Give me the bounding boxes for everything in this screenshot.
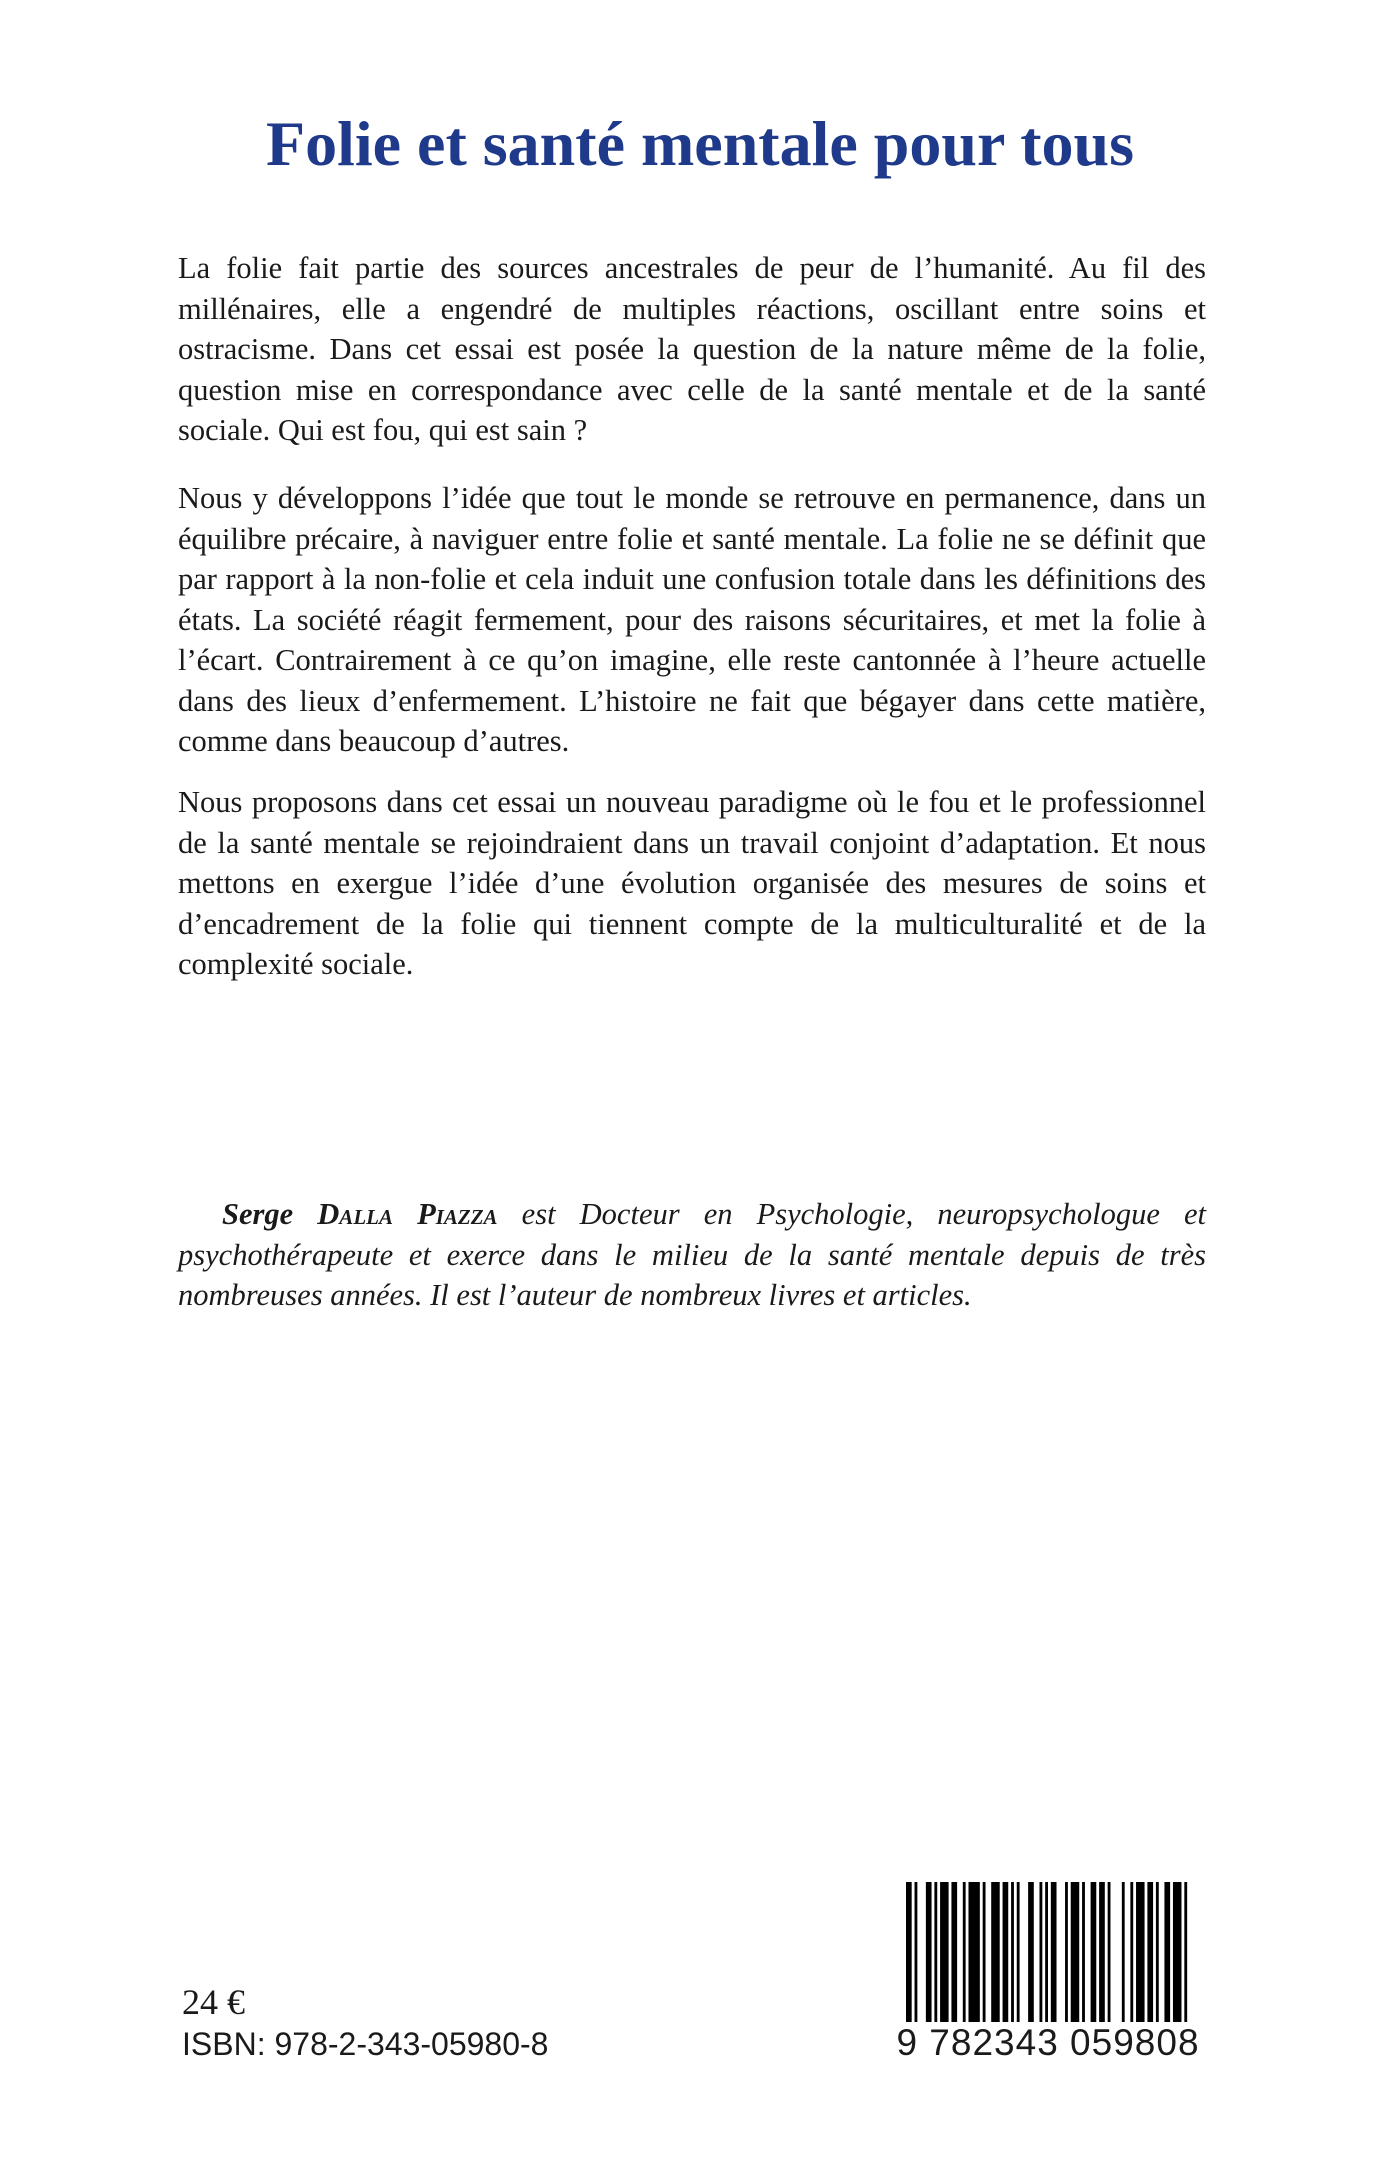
barcode-bars	[906, 1882, 1190, 2032]
barcode-bar	[1065, 1882, 1068, 2032]
barcode-bar	[1156, 1882, 1159, 2032]
barcode-bar	[1184, 1882, 1187, 2032]
barcode-bar	[1147, 1882, 1153, 2032]
paragraph-1: La folie fait partie des sources ancestrales de peur de l’humanité. Au fil des millénaires, elle a engendré de multiples réactions, oscillant entre soins et ostracisme. Dans cet essai est posée la question de la nature même de la folie, question mise en correspondance avec celle de la santé mentale et de la santé sociale. Qui est fou, qui est sain ?	[178, 251, 1206, 447]
author-first-name: Serge	[222, 1197, 294, 1231]
barcode-bar	[1099, 1882, 1105, 2032]
barcode-number-wrap	[892, 2024, 1204, 2061]
barcode-bar	[991, 1882, 1000, 2032]
barcode	[892, 1868, 1204, 2066]
barcode-bar	[1017, 1882, 1020, 2032]
barcode-bar	[1003, 1882, 1009, 2032]
paragraph-3: Nous proposons dans cet essai un nouveau paradigme où le fou et le professionnel de la santé mentale se rejoindraient dans un travail conjoint d’adaptation. Et nous mettons en exergue l’idée d’une évolution organisée des mesures de soins et d’encadrement de la folie qui tiennent compte de la multiculturalité et de la complexité sociale.	[178, 785, 1206, 981]
barcode-bar	[1091, 1882, 1097, 2032]
barcode-bar	[1071, 1882, 1080, 2032]
barcode-bar	[906, 1882, 912, 2032]
barcode-number: 9 782343 059808	[896, 2022, 1200, 2063]
book-title: Folie et santé mentale pour tous	[265, 108, 1135, 179]
barcode-bar	[1039, 1882, 1042, 2032]
barcode-bar	[1028, 1882, 1034, 2032]
barcode-bar	[1122, 1882, 1125, 2032]
barcode-bar	[1011, 1882, 1014, 2032]
paragraph-2: Nous y développons l’idée que tout le monde se retrouve en permanence, dans un équilibre précaire, à naviguer entre folie et santé mentale. La folie ne se définit que par rapport à la non-folie et cela induit une confusion totale dans les définitions des états. La société réagit fermement, pour des raisons sécuritaires, et met la folie à l’écart. Contrairement à ce qu’on imagine, elle reste cantonnée à l’heure actuelle dans des lieux d’enfermement. L’histoire ne fait que bégayer dans cette matière, comme dans beaucoup d’autres.	[178, 481, 1206, 758]
barcode-bar	[1173, 1882, 1182, 2032]
barcode-bar	[1136, 1882, 1145, 2032]
barcode-bar	[951, 1882, 957, 2032]
barcode-bar	[934, 1882, 937, 2032]
barcode-bar	[1164, 1882, 1170, 2032]
barcode-bar	[1082, 1882, 1085, 2032]
barcode-bar	[1045, 1882, 1048, 2032]
price: 24 €	[182, 1982, 245, 2022]
barcode-bar	[1108, 1882, 1111, 2032]
barcode-bar	[963, 1882, 966, 2032]
author-name	[222, 1197, 498, 1231]
author-last-name: Dalla Piazza	[317, 1197, 498, 1231]
barcode-bar	[915, 1882, 918, 2032]
barcode-bar	[968, 1882, 979, 2032]
author-bio	[178, 1194, 1206, 1316]
barcode-bar	[983, 1882, 986, 2032]
barcode-bar	[926, 1882, 932, 2032]
barcode-bar	[940, 1882, 949, 2032]
isbn: ISBN: 978-2-343-05980-8	[182, 2026, 549, 2062]
author-bio-text: est Docteur en Psychologie, neuropsychologue et psychothérapeute et exerce dans le milieu de la santé mentale depuis de très nombreuses années. Il est l’auteur de nombreux livres et articles.	[178, 1197, 1206, 1312]
barcode-bar	[1051, 1882, 1057, 2032]
barcode-bar	[1130, 1882, 1133, 2032]
